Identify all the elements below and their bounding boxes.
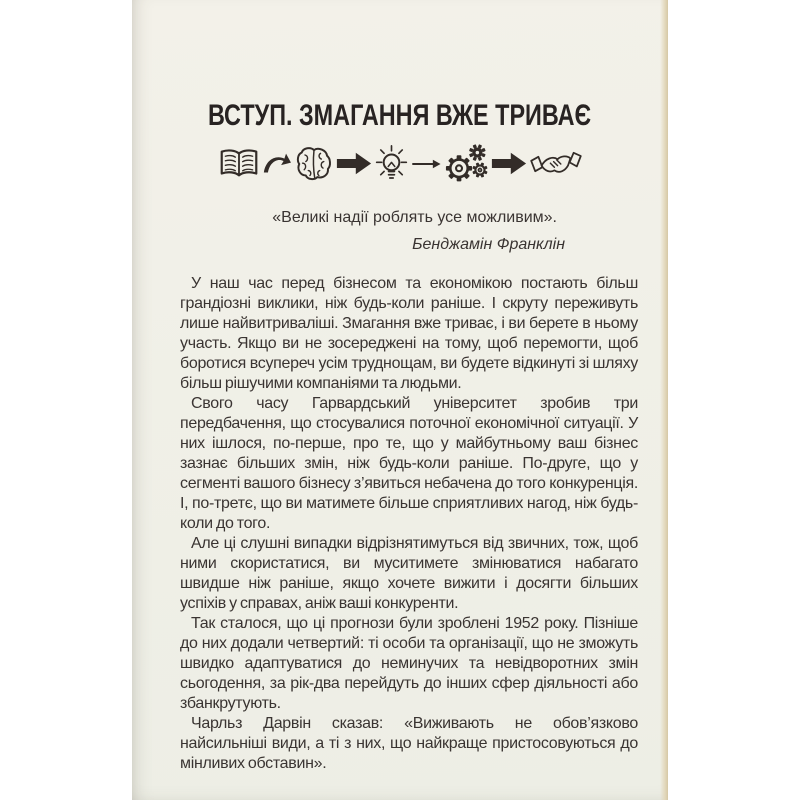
body-text [180,274,638,774]
paragraph-4: Так сталося, що ці прогнози були зроблені 1952 року. Пізніше до них додали четвертий: ті особи та організації, що не зможуть швидко адаптуватися до неминучих та невідворотних змін сьогодення, за рік-два перейдуть до інших сфер діяльності або збанкрутують. [180,615,638,712]
epigraph-author: Бенджамін Франклін [412,236,565,253]
lightbulb-icon [375,144,408,184]
book-page [132,0,668,800]
thin-arrow-icon [411,158,441,170]
gears-icon [444,143,488,184]
epigraph [180,204,638,258]
paragraph-2: Свого часу Гарвардський університет зробив три передбачення, що стосувалися поточної економічної ситуації. У них ішлося, по-перше, про те, що у майбутньому ваш бізнес зазнає більших змін, ніж будь-коли раніше. По-друге, що у сегменті вашого бізнесу з’явиться небачена до того конкуренція. І, по-третє, що ви матимете більше сприятливих нагод, ніж будь-коли до того. [180,395,638,532]
process-icons-row [132,143,668,184]
curved-arrow-icon [262,152,292,175]
handshake-icon [530,148,582,180]
block-arrow-icon [336,150,372,177]
block-arrow-icon [491,150,527,177]
book-icon [219,148,259,179]
chapter-title-text: ВСТУП. ЗМАГАННЯ ВЖЕ ТРИВАЄ [208,99,592,132]
chapter-title [132,100,668,132]
paragraph-1: У наш час перед бізнесом та економікою постають більш грандіозні виклики, ніж будь-коли раніше. І скруту переживуть лише найвитриваліші. Змагання вже триває, і ви берете в ньому участь. Якщо ви не зосереджені на тому, щоб перемогти, щоб боротися всупереч усім труднощам, ви будете відкинуті зі шляху більш рішучими компаніями та людьми. [180,275,638,392]
epigraph-quote: «Великі надії роблять усе можливим». [272,209,557,226]
paragraph-5: Чарльз Дарвін сказав: «Виживають не обов’язково найсильніші види, а ті з них, що найкраще пристосовуються до мінливих обставин». [180,715,638,772]
paragraph-3: Але ці слушні випадки відрізнятимуться від звичних, тож, щоб ними скористатися, ви муситимете змінюватися набагато швидше ніж раніше, якщо хочете вижити і досягти більших успіхів у справах, аніж ваші конкуренти. [180,535,638,612]
brain-icon [295,146,333,182]
